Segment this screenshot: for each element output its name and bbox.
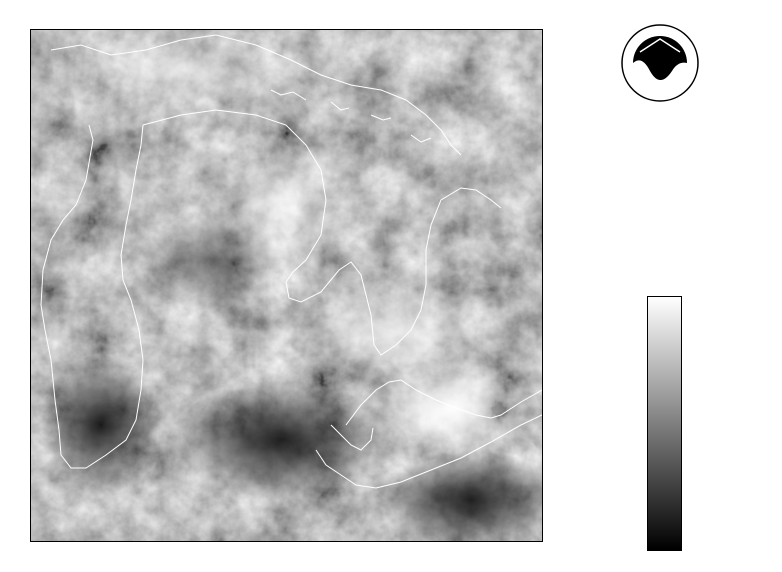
- satellite-image: [31, 30, 542, 541]
- satellite-map: [30, 29, 543, 542]
- image-datetime: [560, 162, 770, 177]
- noaa-logo: [620, 19, 700, 107]
- reflectance-colorbar: [647, 296, 682, 551]
